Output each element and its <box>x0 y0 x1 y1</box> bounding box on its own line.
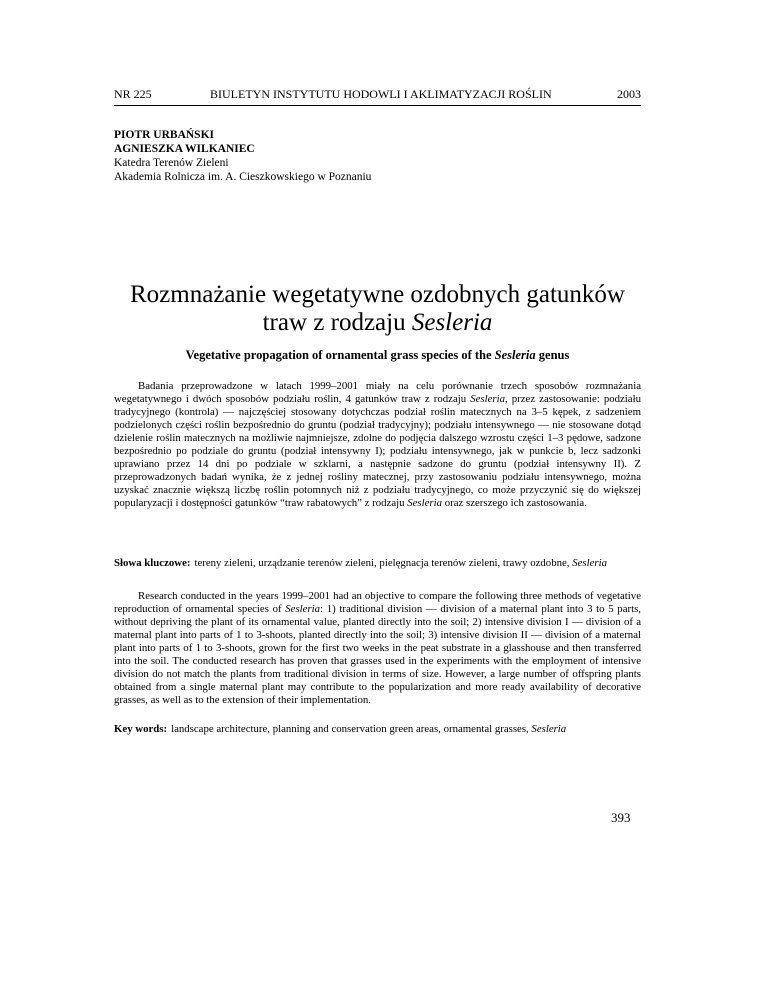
abstract-english <box>114 590 641 707</box>
author-name-1: PIOTR URBAŃSKI <box>114 129 215 141</box>
title-genus: Sesleria <box>411 309 493 336</box>
english-title-pre: Vegetative propagation of ornamental grass species of the <box>185 348 495 362</box>
keywords-polish <box>114 557 641 570</box>
keywords-en-genus: Sesleria <box>531 723 567 735</box>
english-title-post: genus <box>535 348 570 362</box>
english-title-genus: Sesleria <box>494 348 536 362</box>
journal-name: BIULETYN INSTYTUTU HODOWLI I AKLIMATYZACJI ROŚLIN <box>210 87 552 101</box>
year: 2003 <box>617 87 641 101</box>
abstract-pl-genus-2: Sesleria <box>407 497 443 509</box>
affiliation-university: Akademia Rolnicza im. A. Cieszkowskiego w Poznaniu <box>114 171 372 183</box>
page-number: 393 <box>611 810 631 825</box>
keywords-en-list <box>171 723 641 736</box>
title-line-1: Rozmnażanie wegetatywne ozdobnych gatunków <box>130 281 625 308</box>
header-rule <box>114 105 641 106</box>
author-name-2: AGNIESZKA WILKANIEC <box>114 143 255 155</box>
abstract-en-text-1: Research conducted in the years 1999–2001 had an objective to compare the following three methods of vegetative reproduction of ornamental species of <box>114 590 641 615</box>
title-line-2-text: traw z rodzaju <box>262 309 412 336</box>
paper-title <box>114 281 641 337</box>
keywords-pl-list <box>194 557 641 570</box>
affiliation-department: Katedra Terenów Zieleni <box>114 157 229 169</box>
author-block <box>114 128 641 184</box>
issue-number: NR 225 <box>114 87 152 101</box>
abstract-pl-text-3: oraz szerszego ich zastosowania. <box>442 497 587 509</box>
abstract-pl-text-1: Badania przeprowadzone w latach 1999–2001 miały na celu porównanie trzech sposobów rozmnażania wegetatywnego i dwóch sposobów podziału roślin, 4 gatunków traw z rodzaju <box>114 380 641 405</box>
abstract-en-genus: Sesleria <box>285 603 321 615</box>
abstract-pl-text-2: , przez zastosowanie: podziału tradycyjnego (kontrola) — najczęściej stosowany dotychczas podział roślin matecznych na 3–5 kępek, z sadzeniem podzielonych części roślin bezpośrednio do gruntu (podział tradycyjny); podziału intensywnego — nie stosowane dotąd dzielenie roślin matecznych na możliwie najmniejsze, zdolne do podjęcia dalszego wzrostu części 1–3 pędowe, sadzone bezpośrednio po podziale do gruntu (podział intensywny I); podziału intensywnego, jak w punkcie b, lecz sadzonki uprawiano przez 14 dni po podziale w szklarni, a następnie sadzone do gruntu (podział intensywny II). Z przeprowadzonych badań wynika, że z jednej rośliny matecznej, przy zastosowaniu podziału intensywnego, można uzyskać znacznie większą liczbę roślin potomnych niż z podziału tradycyjnego, co może przyczynić się do większej popularyzacji i dostępności gatunków “traw rabatowych” z rodzaju <box>114 393 641 509</box>
running-header <box>114 87 641 105</box>
keywords-pl-genus: Sesleria <box>572 557 607 569</box>
keywords-en-text: landscape architecture, planning and conservation green areas, ornamental grasses, <box>171 723 532 735</box>
abstract-pl-genus-1: Sesleria <box>470 393 505 405</box>
abstract-en-text-2: : 1) traditional division — division of a maternal plant into 3 to 5 parts, without depriving the plant of its ornamental value, planted directly into the soil; 2) intensive division I — division of a maternal plant into parts of 1 to 3-shoots, planted directly into the soil; 3) intensive division II — division of a maternal plant into parts of 1 to 3-shoots, grown for the first two weeks in the peat substrate in a glasshouse and then transferred into the soil. The conducted research has proven that grasses used in the experiments with the employment of intensive division do not match the plants from traditional division in terms of size. However, a large number of offspring plants obtained from a single maternal plant may contribute to the popularization and more ready availability of decorative grasses, as well as to the extension of their implementation. <box>114 603 641 706</box>
keywords-pl-text: tereny zieleni, urządzanie terenów zieleni, pielęgnacja terenów zieleni, trawy ozdobne, <box>194 557 573 569</box>
keywords-english <box>114 723 641 736</box>
keywords-pl-label: Słowa kluczowe: <box>114 557 191 569</box>
keywords-en-label: Key words: <box>114 723 168 735</box>
abstract-polish <box>114 380 641 510</box>
title-line-2 <box>114 309 641 337</box>
english-title <box>114 348 641 363</box>
